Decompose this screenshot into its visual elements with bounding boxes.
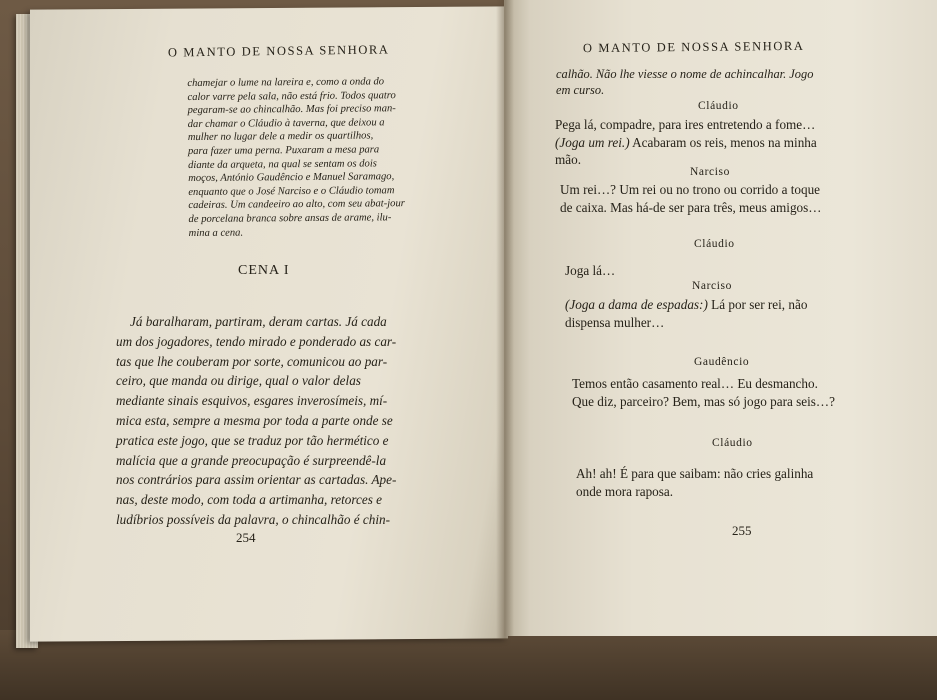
body-line: nas, deste modo, com toda a artimanha, retorces e: [116, 492, 383, 508]
speech-line: mão.: [555, 152, 582, 168]
stage-direction-line: chamejar o lume na lareira e, como a onda do: [187, 76, 385, 90]
right-page-number: 255: [732, 523, 752, 538]
speaker-name: Narciso: [690, 166, 730, 178]
scene-body-text: [116, 312, 422, 530]
speech-line: (Joga um rei.) Acabaram os reis, menos na minha: [555, 134, 817, 150]
speech-line: dispensa mulher…: [565, 314, 665, 330]
speech-line: Temos então casamento real… Eu desmancho.: [572, 376, 818, 391]
speaker-name: Gaudêncio: [694, 356, 750, 368]
stage-direction-line: moços, António Gaudêncio e Manuel Saramago,: [188, 171, 395, 185]
left-page-number: 254: [236, 530, 256, 545]
body-line: ceiro, que manda ou dirige, qual o valor delas: [116, 373, 361, 389]
opening-line: calhão. Não lhe viesse o nome de achincalhar. Jogo: [556, 67, 814, 81]
opening-stage-direction: [556, 66, 876, 98]
speech-line: Joga lá…: [565, 263, 616, 278]
open-book: [8, 0, 937, 660]
stage-direction-line: mulher no lugar dele a medir os quartilhos,: [187, 130, 374, 144]
body-line: Já baralharam, partiram, deram cartas. Já cada: [130, 314, 387, 329]
speech-block: [576, 465, 896, 500]
stage-direction-line: diante da arqueta, na qual se sentam os dois: [188, 157, 377, 171]
speech-block: [555, 116, 875, 169]
stage-direction-line: de porcelana branca sobre ansas de arame, ilu-: [188, 212, 392, 225]
body-line: tas que lhe couberam por sorte, comunicou ao par-: [116, 353, 388, 369]
body-line: um dos jogadores, tendo mirado e ponderado as car-: [116, 333, 397, 349]
body-line: malícia que a grande preocupação é surpreendê-la: [116, 452, 387, 468]
stage-direction-line: enquanto que o José Narciso e o Cláudio tomam: [188, 184, 395, 198]
opening-line: em curso.: [556, 83, 605, 97]
speech-block: [565, 296, 885, 331]
speaker-name: Narciso: [692, 280, 732, 292]
body-line: nos contrários para assim orientar as cartadas. Ape-: [116, 472, 397, 488]
stage-direction-line: cadeiras. Um candeeiro ao alto, com seu abat-jour: [188, 198, 405, 212]
speaker-name: Cláudio: [712, 437, 753, 449]
right-running-head: O MANTO DE NOSSA SENHORA: [582, 38, 805, 56]
left-running-head: O MANTO DE NOSSA SENHORA: [167, 42, 390, 60]
body-line: mica esta, sempre a mesma por toda a parte onde se: [116, 412, 393, 428]
speaker-name: Cláudio: [698, 100, 739, 112]
body-line: pratica este jogo, que se traduz por tão hermético e: [116, 432, 389, 448]
speech-line: Que diz, parceiro? Bem, mas só jogo para seis…?: [572, 393, 835, 409]
stage-direction-line: calor varre pela sala, não está frio. Todos quatro: [187, 89, 396, 103]
speech-block: [572, 375, 892, 410]
speech-block: [560, 181, 880, 216]
speech-line: Pega lá, compadre, para ires entretendo a fome…: [555, 117, 816, 132]
book-gutter: [496, 0, 514, 640]
body-line: mediante sinais esquivos, esgares inverosímeis, mí-: [116, 393, 388, 409]
stage-direction: [187, 75, 424, 240]
speaker-name: Cláudio: [694, 238, 735, 250]
stage-direction-line: para fazer uma perna. Puxaram a mesa para: [187, 144, 380, 157]
scene-title: CENA I: [238, 263, 290, 278]
stage-direction-line: mina a cena.: [188, 227, 244, 239]
stage-direction-line: dar chamar o Cláudio à taverna, que deixou a: [187, 117, 385, 130]
speech-line: Um rei…? Um rei ou no trono ou corrido a toque: [560, 182, 821, 197]
speech-line: Ah! ah! É para que saibam: não cries galinha: [576, 466, 814, 481]
speech-block: [565, 262, 885, 280]
stage-direction-line: pegaram-se ao chincalhão. Mas foi preciso man-: [187, 103, 396, 117]
speech-line: de caixa. Mas há-de ser para três, meus amigos…: [560, 199, 822, 215]
body-line: ludíbrios possíveis da palavra, o chincalhão é chin-: [116, 511, 390, 527]
speech-line: (Joga a dama de espadas:) Lá por ser rei, não: [565, 297, 808, 312]
speech-line: onde mora raposa.: [576, 483, 674, 499]
